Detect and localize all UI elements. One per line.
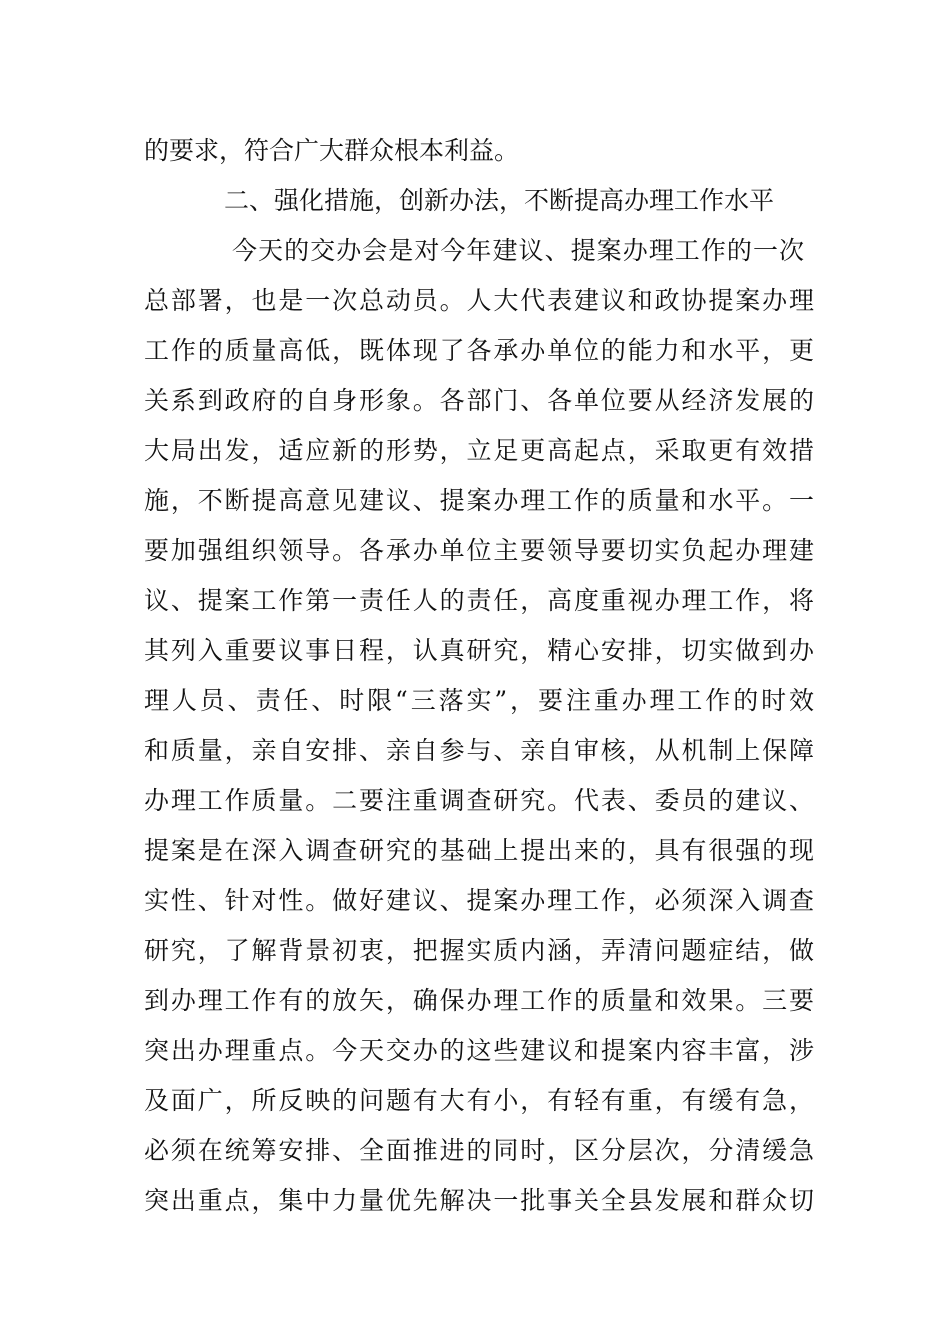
paragraph-line: 理人员、责任、时限“三落实”，要注重办理工作的时效 (144, 686, 814, 715)
section-heading: 二、强化措施，创新办法，不断提高办理工作水平 (224, 186, 775, 215)
paragraph-line: 提案是在深入调查研究的基础上提出来的，具有很强的现 (144, 836, 814, 865)
paragraph-line: 办理工作质量。二要注重调查研究。代表、委员的建议、 (144, 786, 814, 815)
paragraph-line: 工作的质量高低，既体现了各承办单位的能力和水平，更 (144, 336, 814, 365)
paragraph-line: 和质量，亲自安排、亲自参与、亲自审核，从机制上保障 (144, 736, 814, 765)
paragraph-line: 关系到政府的自身形象。各部门、各单位要从经济发展的 (144, 386, 814, 415)
paragraph-line: 突出办理重点。今天交办的这些建议和提案内容丰富，涉 (144, 1036, 814, 1065)
paragraph-line: 今天的交办会是对今年建议、提案办理工作的一次 (232, 236, 804, 265)
paragraph-line: 要加强组织领导。各承办单位主要领导要切实负起办理建 (144, 536, 814, 565)
paragraph-line: 研究，了解背景初衷，把握实质内涵，弄清问题症结，做 (144, 936, 814, 965)
paragraph-line: 其列入重要议事日程，认真研究，精心安排，切实做到办 (144, 636, 814, 665)
paragraph-line: 突出重点，集中力量优先解决一批事关全县发展和群众切 (144, 1186, 814, 1215)
paragraph-line: 到办理工作有的放矢，确保办理工作的质量和效果。三要 (144, 986, 814, 1015)
paragraph-line: 必须在统筹安排、全面推进的同时，区分层次，分清缓急 (144, 1136, 814, 1165)
paragraph-line: 及面广，所反映的问题有大有小，有轻有重，有缓有急， (144, 1086, 814, 1115)
paragraph-line: 的要求，符合广大群众根本利益。 (144, 136, 520, 165)
paragraph-line: 施，不断提高意见建议、提案办理工作的质量和水平。一 (144, 486, 814, 515)
paragraph-line: 大局出发，适应新的形势，立足更高起点，采取更有效措 (144, 436, 814, 465)
paragraph-line: 实性、针对性。做好建议、提案办理工作，必须深入调查 (144, 886, 814, 915)
paragraph-line: 议、提案工作第一责任人的责任，高度重视办理工作，将 (144, 586, 814, 615)
paragraph-line: 总部署，也是一次总动员。人大代表建议和政协提案办理 (144, 286, 814, 315)
